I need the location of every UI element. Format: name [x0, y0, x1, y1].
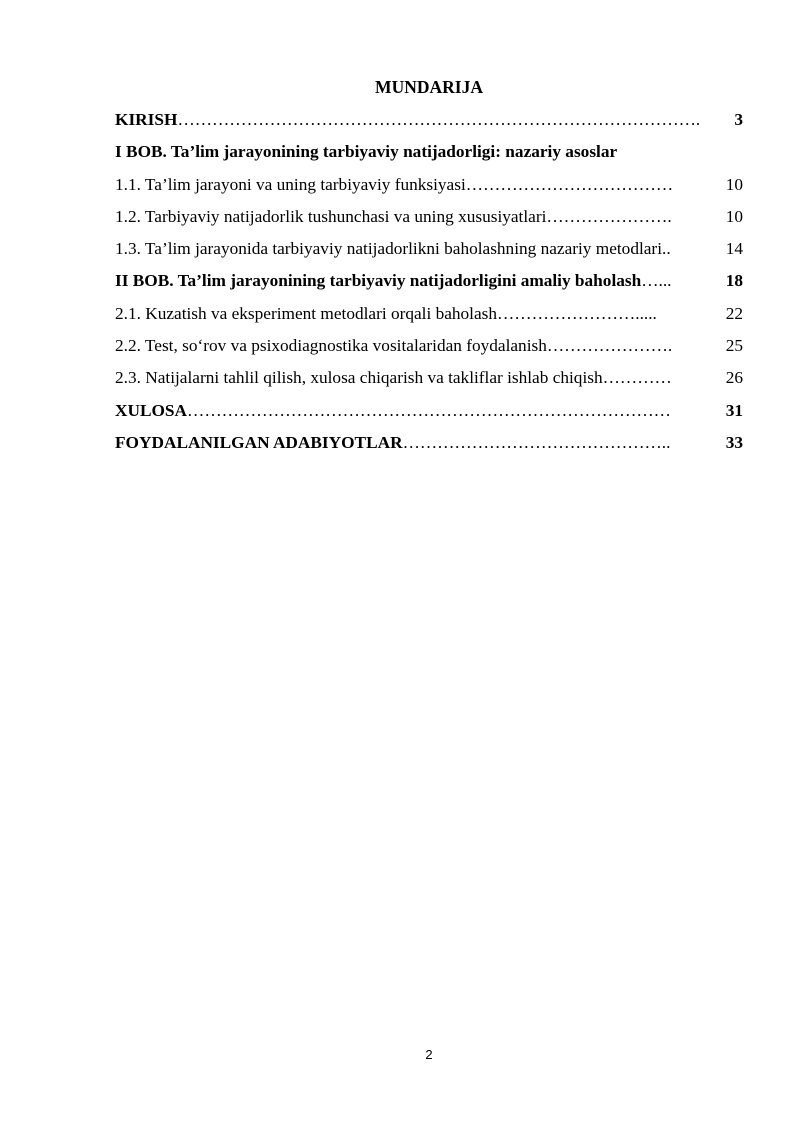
toc-entry-1-2[interactable] — [115, 205, 743, 237]
toc-entry-text: 1.2. Tarbiyaviy natijadorlik tushunchasi va uning xususiyatlari — [115, 206, 547, 226]
toc-entry-leader: ………………………………………………………………………… — [187, 400, 671, 420]
toc-entry-page: 14 — [725, 239, 743, 259]
toc-entry-page: 26 — [725, 368, 743, 388]
toc-entry-leader: …... — [641, 271, 672, 291]
toc-entry-leader: .. — [662, 239, 671, 259]
toc-entry-leader: ……………………..... — [497, 303, 657, 323]
toc-entry-text: 2.3. Natijalarni tahlil qilish, xulosa chiqarish va takliflar ishlab chiqish — [115, 368, 603, 388]
toc-entry-chapter-2[interactable] — [115, 269, 743, 301]
toc-entry-text: II BOB. Ta’lim jarayonining tarbiyaviy natijadorligini amaliy baholash — [115, 271, 642, 291]
toc-title: MUNDARIJA — [375, 77, 483, 97]
toc-entry-1-3[interactable] — [115, 237, 743, 269]
toc-entry-page: 3 — [734, 110, 743, 129]
toc-entry-kirish[interactable] — [115, 108, 743, 140]
toc-entry-page: 18 — [725, 271, 743, 291]
toc-entry-2-3[interactable] — [115, 366, 743, 398]
toc-entry-leader: ………………………………………………………………………………. — [177, 110, 701, 129]
toc-entry-page: 10 — [725, 206, 743, 226]
page-number: 2 — [425, 1047, 433, 1062]
toc-entry-leader: ……………………………………….. — [402, 432, 671, 452]
toc-entry-text: 1.1. Ta’lim jarayoni va uning tarbiyaviy funksiyasi — [115, 174, 466, 194]
toc-entry-text: 2.1. Kuzatish va eksperiment metodlari orqali baholash — [115, 303, 498, 323]
toc-entry-text: KIRISH — [115, 110, 178, 129]
toc-entry-text: 1.3. Ta’lim jarayonida tarbiyaviy natijadorlikni baholashning nazariy metodlari — [115, 239, 662, 259]
toc-entry-2-1[interactable] — [115, 302, 743, 334]
toc-entry-page: 22 — [725, 303, 743, 323]
toc-entry-1-1[interactable] — [115, 173, 743, 205]
toc-entry-leader: ……………………………… — [465, 174, 674, 194]
table-of-contents — [115, 108, 743, 463]
toc-entry-text: 2.2. Test, so‘rov va psixodiagnostika vositalaridan foydalanish — [115, 336, 547, 356]
toc-entry-leader: …………………. — [546, 336, 673, 356]
toc-entry-2-2[interactable] — [115, 334, 743, 366]
toc-entry-text: I BOB. Ta’lim jarayonining tarbiyaviy natijadorligi: nazariy asoslar — [115, 142, 618, 162]
toc-entry-leader: …………………. — [546, 206, 672, 226]
toc-entry-text: FOYDALANILGAN ADABIYOTLAR — [115, 432, 403, 452]
toc-entry-page: 10 — [725, 174, 743, 194]
toc-entry-page: 25 — [725, 336, 743, 356]
toc-entry-page: 33 — [725, 432, 743, 452]
toc-entry-xulosa[interactable] — [115, 399, 743, 431]
toc-entry-adabiyotlar[interactable] — [115, 431, 743, 463]
toc-entry-leader: ………… — [602, 368, 672, 388]
toc-entry-text: XULOSA — [115, 400, 188, 420]
toc-entry-page: 31 — [725, 400, 743, 420]
toc-entry-chapter-1[interactable] — [115, 140, 743, 172]
